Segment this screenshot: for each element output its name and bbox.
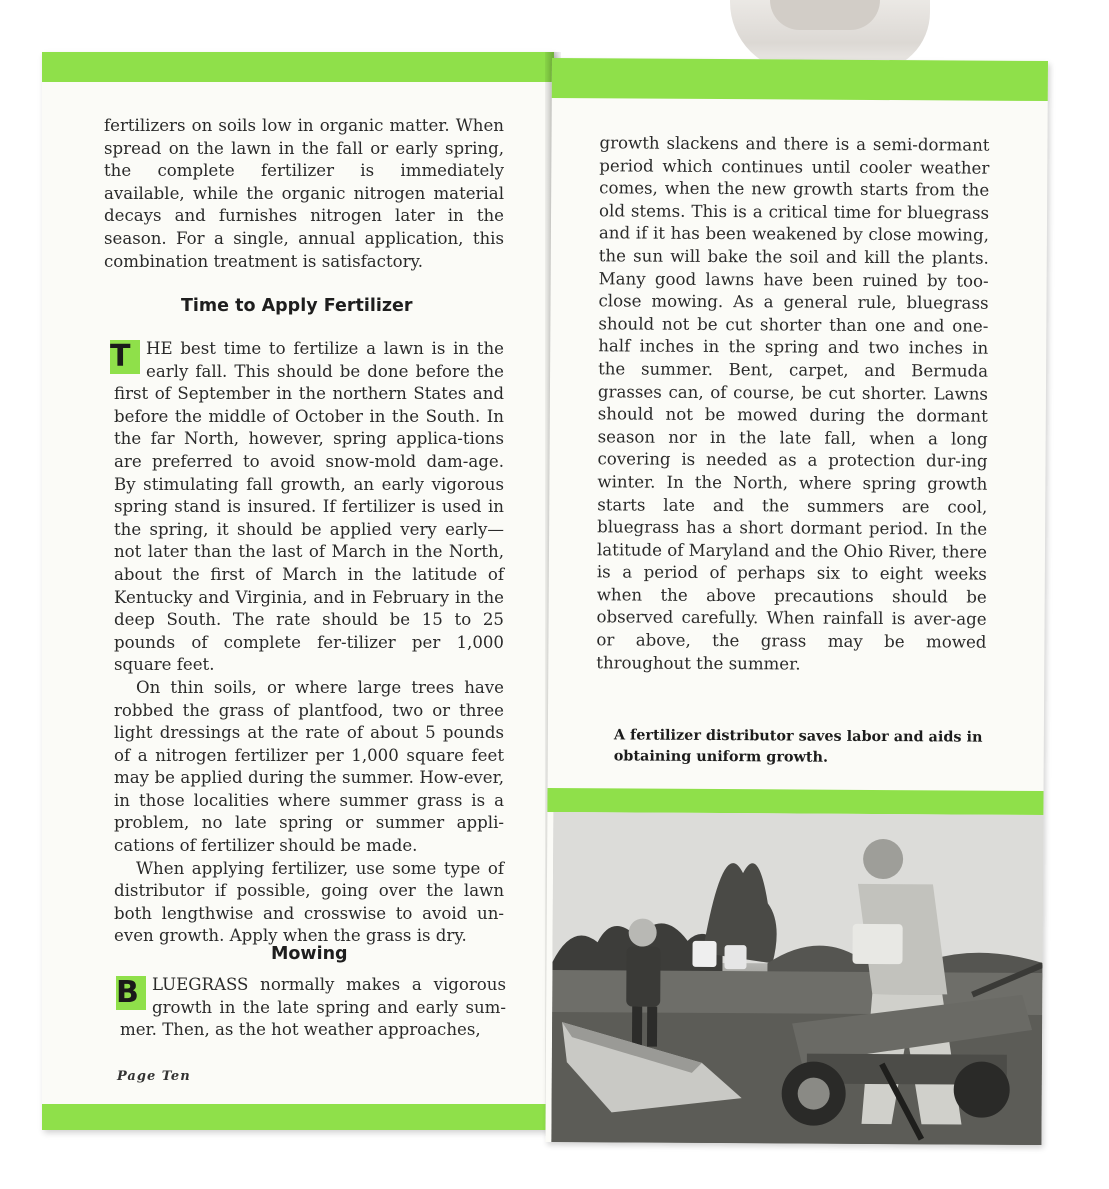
paragraph: growth slackens and there is a semi-dormant period which continues until cooler weather comes, when the new growth starts from the old stems. This is a critical time for bluegrass and if it has been weakened by close mowing, the sun will bake the soil and kill the plants. Many good lawns have been ruined by too-close mowing. As a general rule, bluegrass should not be cut shorter than one and one-half inches in the spring and two inches in the summer. Bent, carpet, and Bermuda grasses can, of course, be cut shorter. Lawns should not be mowed during the dormant season nor in the late fall, when a long covering is needed as a protection dur-ing winter. In the North, where spring growth starts late and the summers are cool, bluegrass has a short dormant period. In the latitude of Maryland and the Ohio River, there is a period of perhaps six to eight weeks when the above precautions should be observed carefully. When rainfall is aver-age or above, the grass may be mowed throughout the summer. (596, 133, 990, 674)
right-page (545, 58, 1048, 1145)
top-green-band (552, 58, 1048, 101)
drop-cap: T (110, 340, 140, 374)
photo-caption: A fertilizer distributor saves labor and aids in obtaining uniform growth. (613, 726, 983, 766)
page-number: Page Ten (117, 1069, 191, 1084)
mowing-continued (596, 132, 989, 677)
paragraph (116, 974, 506, 1042)
fertilizer-distributor-photo (551, 812, 1043, 1145)
section-heading-fertilizer: Time to Apply Fertilizer (181, 296, 413, 316)
paragraph-text: LUEGRASS normally makes a vigorous growth in the late spring and early sum-mer. Then, as the hot weather approaches, (120, 975, 506, 1040)
paragraph: On thin soils, or where large trees have robbed the grass of plantfood, two or three light dressings at the rate of about 5 pounds of a nitrogen fertilizer per 1,000 square feet may be applied during the summer. How-ever, in those localities where summer grass is a problem, no late spring or summer appli-cations of fertilizer should be made. (114, 677, 504, 856)
drop-cap: B (116, 976, 146, 1010)
paragraph: fertilizers on soils low in organic matter. When spread on the lawn in the fall or early spring, the complete fertilizer is immediately available, while the organic nitrogen material decays and furnishes nitrogen later in the season. For a single, annual application, this combination treatment is satisfactory. (104, 116, 504, 271)
glass-object-inner (770, 0, 880, 30)
paragraph (110, 338, 504, 677)
section-heading-mowing: Mowing (271, 944, 348, 964)
top-green-band (42, 52, 554, 82)
bottom-green-band (42, 1104, 554, 1130)
photo-green-band (547, 788, 1043, 815)
left-page (42, 52, 554, 1130)
paragraph-text: HE best time to fertilize a lawn is in the early fall. This should be done before the first of September in the northern States and before the middle of October in the South. In the far North, however, spring applica-tions are preferred to avoid snow-mold dam-age. By stimulating fall growth, an early vigorous spring stand is insured. If fertilizer is used in the spring, it should be applied very early—not later than the last of March in the North, about the first of March in the latitude of Kentucky and Virginia, and in February in the deep South. The rate should be 15 to 25 pounds of complete fer-tilizer per 1,000 square feet. (114, 339, 504, 675)
fertilizer-section (110, 338, 504, 948)
photo-illustration (551, 812, 1043, 1145)
mowing-section (116, 974, 506, 1042)
paragraph: When applying fertilizer, use some type of distributor if possible, going over the lawn both lengthwise and crosswise to avoid un-even growth. Apply when the grass is dry. (114, 858, 504, 946)
intro-paragraph (104, 115, 504, 273)
